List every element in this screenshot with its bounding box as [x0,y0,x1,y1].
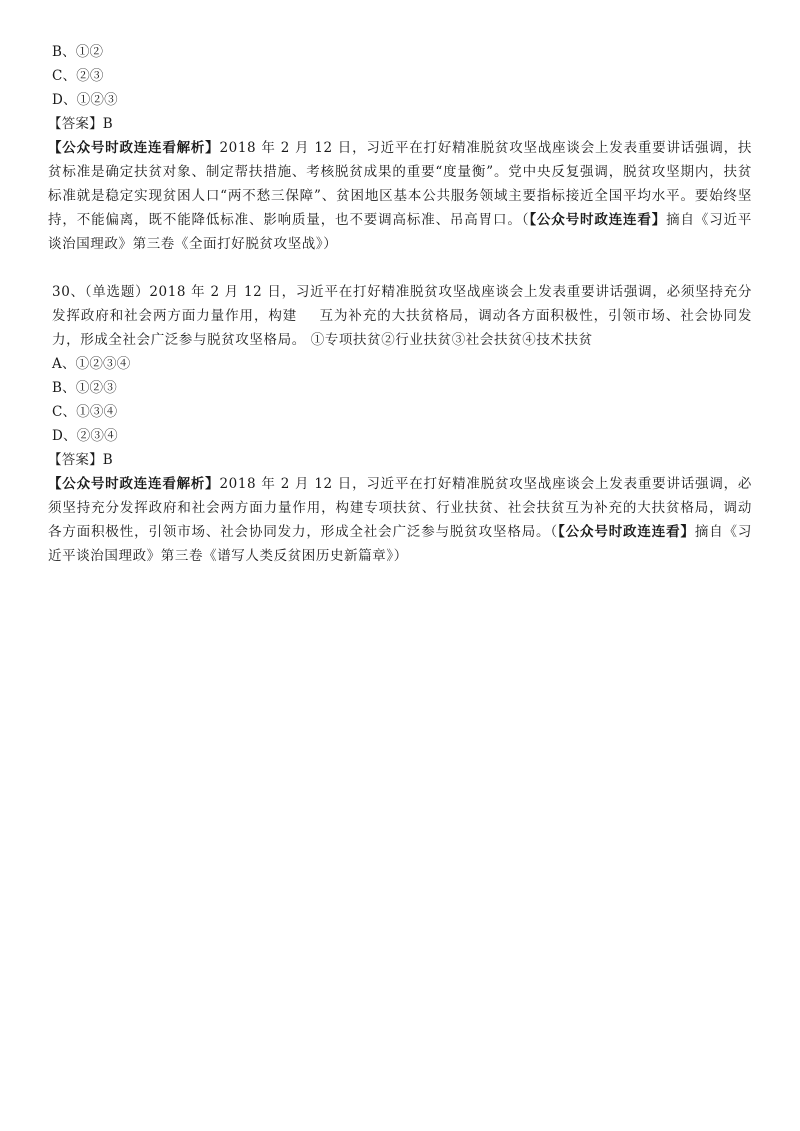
q29-analysis-text: 2018 年 2 月 12 日，习近平在打好精准脱贫攻坚战座谈会上发表重要讲话强调，扶贫标准是确定扶贫对象、制定帮扶措施、考核脱贫成果的重要“度量衡”。党中央反复强调，脱贫攻坚期内，扶贫标准就是稳定实现贫困人口“两不愁三保障”、贫困地区基本公共服务领域主要指标接近全国平均水平。要始终坚持，不能偏离，既不能降低标准、影响质量，也不要调高标准、吊高胃口。（ [48,140,752,228]
q30-analysis [48,472,752,568]
q29-option-b: B、①② [52,44,104,60]
q30-stem-after: 互为补充的大扶贫格局，调动各方面积极性，引领市场、社会协同发力，形成全社会广泛参与脱贫攻坚格局。 ①专项扶贫②行业扶贫③社会扶贫④技术扶贫 [52,308,752,348]
q29-source-tag: 【公众号时政连连看】 [529,212,667,228]
q30-analysis-tag: 【公众号时政连连看解析】 [48,476,220,492]
q30-option-c: C、①③④ [52,404,118,420]
q29-source-text: 摘自《习近平谈治国理政》第三卷《全面打好脱贫攻坚战》） [48,212,752,252]
q29-answer: 【答案】B [48,116,113,132]
q29-option-c: C、②③ [52,68,104,84]
q29-option-d: D、①②③ [52,92,118,108]
q29-analysis-tag: 【公众号时政连连看解析】 [48,140,220,156]
q30-stem [52,280,752,352]
q30-source-text: 摘自《习近平谈治国理政》第三卷《谱写人类反贫困历史新篇章》） [48,524,753,564]
q29-analysis [48,136,752,256]
q30-option-a: A、①②③④ [52,356,131,372]
q30-stem-before: 30、（单选题）2018 年 2 月 12 日，习近平在打好精准脱贫攻坚战座谈会上发表重要讲话强调，必须坚持充分发挥政府和社会两方面力量作用，构建 [52,284,752,324]
q30-answer: 【答案】B [48,452,113,468]
q30-source-tag: 【公众号时政连连看】 [558,524,695,540]
q30-analysis-text: 2018 年 2 月 12 日，习近平在打好精准脱贫攻坚战座谈会上发表重要讲话强调，必须坚持充分发挥政府和社会两方面力量作用，构建专项扶贫、行业扶贫、社会扶贫互为补充的大扶贫格局，调动各方面积极性，引领市场、社会协同发力，形成全社会广泛参与脱贫攻坚格局。（ [48,476,752,540]
document-page [48,40,753,568]
spacer [52,256,752,280]
q30-option-d: D、②③④ [52,428,118,444]
q30-option-b: B、①②③ [52,380,117,396]
